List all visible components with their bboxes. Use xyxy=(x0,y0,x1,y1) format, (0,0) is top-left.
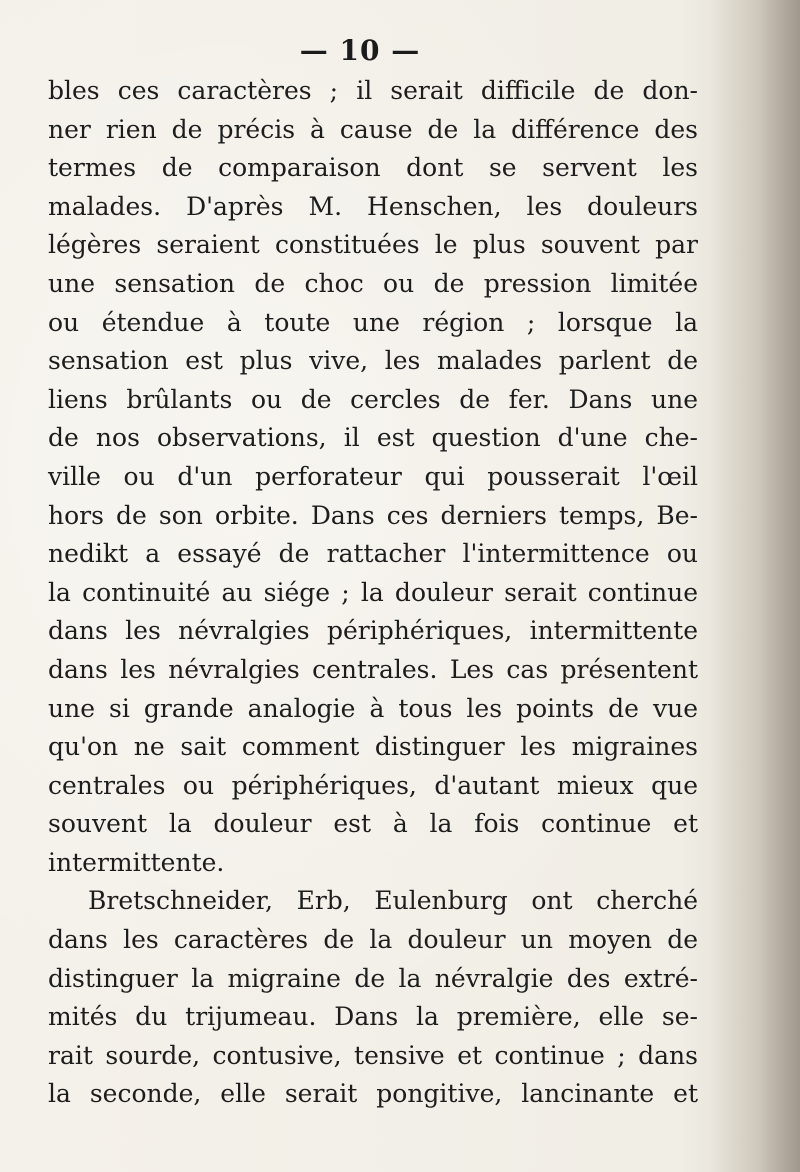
text-line: malades. D'après M. Henschen, les douleurs xyxy=(48,191,698,221)
page-edge-shadow xyxy=(710,0,800,1172)
text-line: rait sourde, contusive, tensive et continue ; dans xyxy=(48,1040,698,1070)
text-line: ville ou d'un perforateur qui pousserait l'œil xyxy=(48,461,698,491)
text-line: souvent la douleur est à la fois continue et xyxy=(48,809,698,839)
text-line: distinguer la migraine de la névralgie des extré- xyxy=(48,963,698,993)
text-line: sensation est plus vive, les malades parlent de xyxy=(48,346,698,376)
text-line: centrales ou périphériques, d'autant mieux que xyxy=(48,770,698,800)
page-number: — 10 — xyxy=(299,34,421,67)
text-line: liens brûlants ou de cercles de fer. Dans une xyxy=(48,384,698,414)
text-line: bles ces caractères ; il serait difficile de don- xyxy=(48,76,698,105)
text-line: ner rien de précis à cause de la différence des xyxy=(48,114,698,144)
body-text xyxy=(48,72,698,1114)
text-line: termes de comparaison dont se servent les xyxy=(48,153,698,183)
text-line: nedikt a essayé de rattacher l'intermittence ou xyxy=(48,539,698,569)
text-line: ou étendue à toute une région ; lorsque la xyxy=(48,307,698,337)
text-line: de nos observations, il est question d'une che- xyxy=(48,423,698,453)
text-line: dans les névralgies centrales. Les cas présentent xyxy=(48,654,698,684)
text-line: légères seraient constituées le plus souvent par xyxy=(48,230,698,260)
text-line: hors de son orbite. Dans ces derniers temps, Be- xyxy=(48,500,698,530)
text-line: dans les névralgies périphériques, intermittente xyxy=(48,616,698,646)
text-line: mités du trijumeau. Dans la première, elle se- xyxy=(48,1002,698,1032)
text-line: la seconde, elle serait pongitive, lancinante et xyxy=(48,1079,698,1109)
text-line: qu'on ne sait comment distinguer les migraines xyxy=(48,732,698,762)
text-line: dans les caractères de la douleur un moyen de xyxy=(48,925,698,955)
text-line: une sensation de choc ou de pression limitée xyxy=(48,268,698,298)
text-line: intermittente. xyxy=(48,847,225,877)
text-line: la continuité au siége ; la douleur serait continue xyxy=(48,577,698,607)
paragraph-start-line: Bretschneider, Erb, Eulenburg ont cherché xyxy=(88,886,698,916)
text-line: une si grande analogie à tous les points de vue xyxy=(48,693,698,723)
